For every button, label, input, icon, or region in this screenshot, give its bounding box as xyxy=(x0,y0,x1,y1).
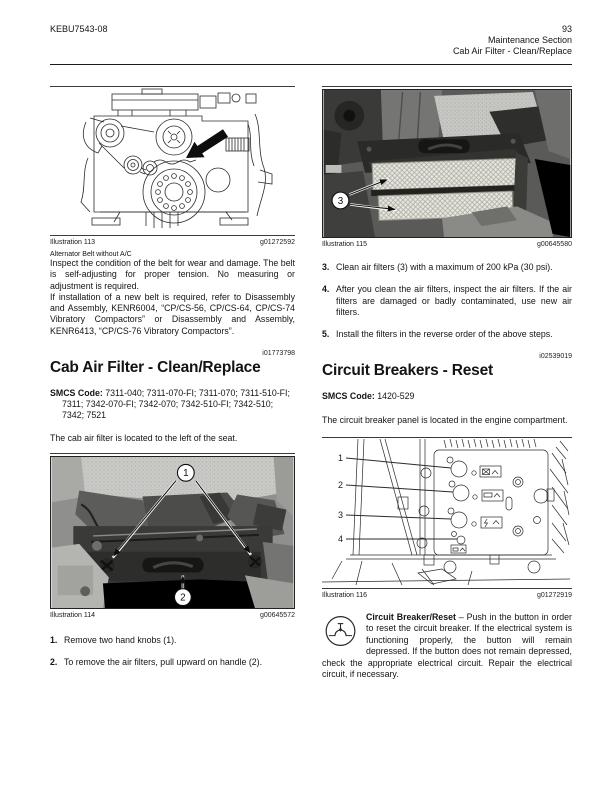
header-divider xyxy=(50,64,572,65)
smcs-value: 7311-040; 7311-070-FI; 7311-070; 7311-510-FI; 7311; 7342-070-FI; 7342-070; 7342-510-FI; 7342-510; 7342; 7521 xyxy=(62,388,290,420)
illustration-113-ref: g01272592 xyxy=(259,239,295,246)
under-seat-photo xyxy=(50,456,295,609)
air-filters-photo xyxy=(322,89,572,238)
belt-replace-paragraph: If installation of a new belt is required, refer to Disassembly and Assembly, KENR6004, “CP/CS-56, CP/CS-64, CP/CS-74 Vibratory Compactors” or Disassembly and Assembly, KENR6413, “CP/CS-76 Vibratory Compactors”. xyxy=(50,291,295,336)
header-subsection: Cab Air Filter - Clean/Replace xyxy=(452,46,572,56)
belt-pointer-arrow xyxy=(186,129,228,158)
section-title-circuit-breakers: Circuit Breakers - Reset xyxy=(322,362,493,380)
smcs-label: SMCS Code: xyxy=(50,388,103,399)
step-2: 2. To remove the air filters, pull upward on handle (2). xyxy=(50,657,263,668)
header-right xyxy=(453,24,572,57)
note-text: – Push in the button in order to reset the circuit breaker. If the electrical system is functioning properly, the button will remain depressed. If the button does not remain depressed, check the appropriate electrical circuit. Repair the electrical circuit, if necessary. xyxy=(322,611,572,680)
page-header xyxy=(50,24,572,57)
filter-location-paragraph: The cab air filter is located to the left of the seat. xyxy=(50,433,238,444)
engine-belt-drawing xyxy=(50,88,293,234)
left-column xyxy=(50,86,295,681)
circuit-breaker-reset-icon xyxy=(322,613,359,649)
step-4: 4. After you clean the air filters, inspect the air filters. If the air filters are damaged or badly contaminated, use new air filters. xyxy=(322,284,572,317)
svg-text:1: 1 xyxy=(338,452,344,463)
note-bold-label: Circuit Breaker/Reset xyxy=(366,611,456,622)
circuit-breaker-panel-drawing xyxy=(322,439,570,587)
illustration-114-label: Illustration 114 xyxy=(50,611,96,619)
illustration-114-top-rule xyxy=(50,453,295,454)
illustration-113-label: Illustration 113 xyxy=(50,239,96,246)
illustration-115 xyxy=(322,86,572,238)
svg-text:2: 2 xyxy=(180,592,186,604)
svg-text:3: 3 xyxy=(338,509,344,520)
smcs-value: 1420-529 xyxy=(377,391,415,402)
svg-text:2: 2 xyxy=(338,479,344,490)
svg-text:3: 3 xyxy=(337,195,344,207)
illustration-113-caption: Alternator Belt without A/C xyxy=(50,251,132,258)
breaker-location-paragraph: The circuit breaker panel is located in the engine compartment. xyxy=(322,415,568,426)
svg-text:1: 1 xyxy=(183,468,189,480)
document-code: KEBU7543-08 xyxy=(50,24,108,34)
smcs-code-cab-air-filter xyxy=(50,388,295,420)
illustration-116-label: Illustration 116 xyxy=(322,591,368,599)
right-column xyxy=(322,86,572,681)
illustration-113 xyxy=(50,86,295,236)
illustration-116 xyxy=(322,437,572,589)
illustration-115-label: Illustration 115 xyxy=(322,241,368,248)
illustration-115-top-rule xyxy=(322,86,572,87)
step-5: 5. Install the filters in the reverse order of the above steps. xyxy=(322,329,553,340)
svg-text:4: 4 xyxy=(338,533,344,544)
header-section: Maintenance Section xyxy=(487,35,572,45)
smcs-code-circuit-breakers xyxy=(322,391,572,402)
section-title-cab-air-filter: Cab Air Filter - Clean/Replace xyxy=(50,359,261,377)
step-3: 3. Clean air filters (3) with a maximum of 200 kPa (30 psi). xyxy=(322,262,553,272)
topic-id-circuit-breakers: i02539019 xyxy=(539,353,572,361)
step-1: 1. Remove two hand knobs (1). xyxy=(50,634,177,645)
panel-callouts xyxy=(338,453,457,544)
damper-bolt-holes xyxy=(156,174,193,211)
belt-inspect-paragraph: Inspect the condition of the belt for wear and damage. The belt is self-adjusting for proper tension. No measuring or adjustment is required. xyxy=(50,258,295,291)
illustration-114 xyxy=(50,453,295,609)
topic-id-cab-air-filter: i01773798 xyxy=(262,350,295,358)
two-column-layout xyxy=(50,86,572,681)
illustration-115-ref: g00645580 xyxy=(536,241,572,248)
page-number: 93 xyxy=(561,24,572,34)
circuit-breaker-note xyxy=(322,612,572,681)
illustration-114-ref: g00645572 xyxy=(259,611,295,619)
smcs-label: SMCS Code: xyxy=(322,391,375,402)
illustration-116-ref: g01272919 xyxy=(536,591,572,599)
